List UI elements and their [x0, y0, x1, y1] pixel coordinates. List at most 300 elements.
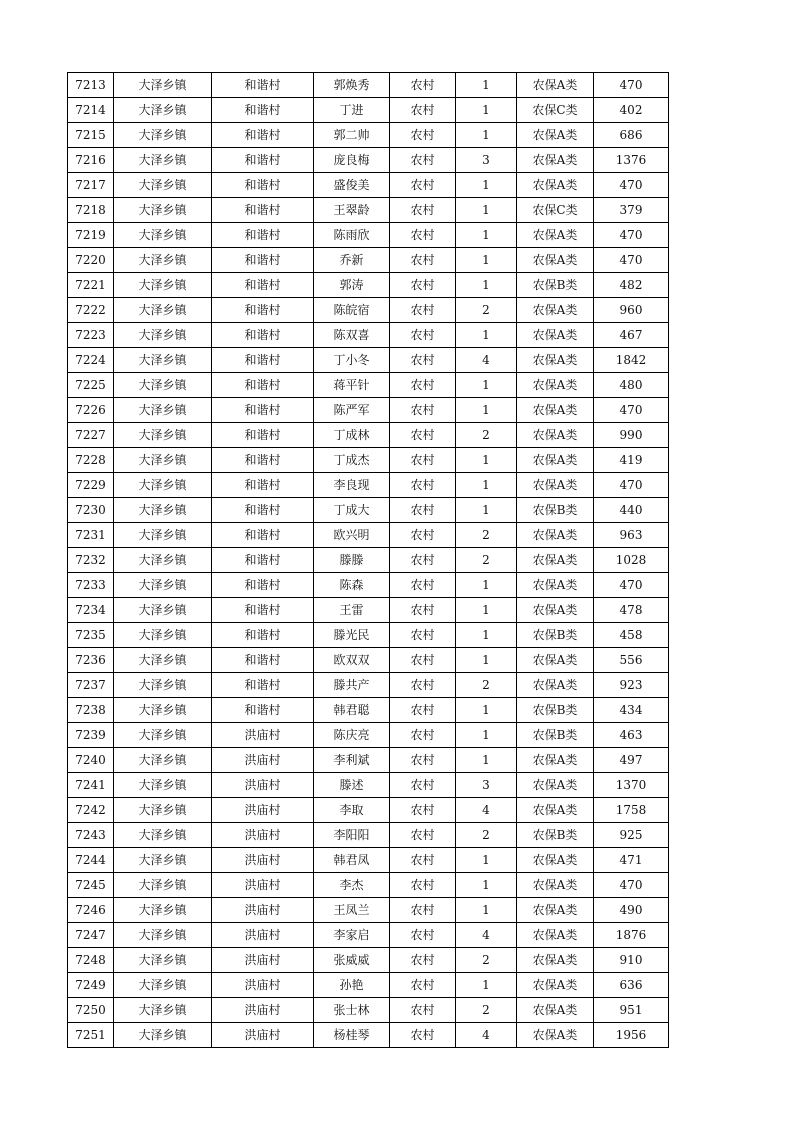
records-table-body [68, 73, 669, 1048]
cell-household-size: 1 [456, 898, 517, 923]
cell-township: 大泽乡镇 [114, 248, 212, 273]
cell-insurance-category: 农保A类 [517, 248, 594, 273]
cell-insurance-category: 农保A类 [517, 598, 594, 623]
cell-insurance-category: 农保B类 [517, 823, 594, 848]
cell-household-size: 2 [456, 548, 517, 573]
cell-residence-type: 农村 [390, 998, 456, 1023]
cell-township: 大泽乡镇 [114, 448, 212, 473]
table-row [68, 448, 669, 473]
table-row [68, 698, 669, 723]
cell-residence-type: 农村 [390, 148, 456, 173]
table-row [68, 248, 669, 273]
cell-residence-type: 农村 [390, 173, 456, 198]
cell-residence-type: 农村 [390, 948, 456, 973]
cell-village: 和谐村 [212, 348, 314, 373]
table-row [68, 898, 669, 923]
table-row [68, 923, 669, 948]
cell-residence-type: 农村 [390, 248, 456, 273]
cell-insurance-category: 农保A类 [517, 948, 594, 973]
cell-person-name: 李良现 [314, 473, 390, 498]
table-row [68, 123, 669, 148]
cell-village: 和谐村 [212, 473, 314, 498]
cell-village: 和谐村 [212, 523, 314, 548]
cell-household-size: 2 [456, 998, 517, 1023]
cell-residence-type: 农村 [390, 323, 456, 348]
cell-amount: 482 [594, 273, 669, 298]
cell-township: 大泽乡镇 [114, 373, 212, 398]
cell-insurance-category: 农保B类 [517, 698, 594, 723]
cell-insurance-category: 农保A类 [517, 573, 594, 598]
cell-residence-type: 农村 [390, 373, 456, 398]
cell-insurance-category: 农保A类 [517, 323, 594, 348]
cell-insurance-category: 农保A类 [517, 748, 594, 773]
cell-household-size: 2 [456, 823, 517, 848]
cell-household-size: 3 [456, 773, 517, 798]
table-row [68, 648, 669, 673]
table-row [68, 573, 669, 598]
cell-household-size: 1 [456, 973, 517, 998]
cell-village: 和谐村 [212, 248, 314, 273]
cell-household-size: 4 [456, 923, 517, 948]
cell-household-size: 1 [456, 573, 517, 598]
cell-residence-type: 农村 [390, 773, 456, 798]
cell-village: 和谐村 [212, 448, 314, 473]
cell-amount: 960 [594, 298, 669, 323]
cell-record-number: 7239 [68, 723, 114, 748]
cell-insurance-category: 农保A类 [517, 648, 594, 673]
cell-village: 洪庙村 [212, 998, 314, 1023]
cell-residence-type: 农村 [390, 548, 456, 573]
cell-person-name: 李利斌 [314, 748, 390, 773]
cell-residence-type: 农村 [390, 473, 456, 498]
cell-township: 大泽乡镇 [114, 873, 212, 898]
cell-amount: 470 [594, 73, 669, 98]
cell-household-size: 1 [456, 473, 517, 498]
cell-person-name: 陈庆亮 [314, 723, 390, 748]
cell-household-size: 1 [456, 223, 517, 248]
cell-township: 大泽乡镇 [114, 273, 212, 298]
cell-amount: 470 [594, 473, 669, 498]
cell-insurance-category: 农保A类 [517, 148, 594, 173]
cell-household-size: 4 [456, 798, 517, 823]
cell-village: 和谐村 [212, 198, 314, 223]
cell-record-number: 7228 [68, 448, 114, 473]
cell-amount: 1876 [594, 923, 669, 948]
cell-village: 和谐村 [212, 223, 314, 248]
cell-person-name: 欧兴明 [314, 523, 390, 548]
cell-household-size: 1 [456, 698, 517, 723]
cell-township: 大泽乡镇 [114, 198, 212, 223]
cell-insurance-category: 农保A类 [517, 373, 594, 398]
table-row [68, 948, 669, 973]
cell-residence-type: 农村 [390, 1023, 456, 1048]
cell-amount: 1842 [594, 348, 669, 373]
cell-insurance-category: 农保A类 [517, 798, 594, 823]
table-row [68, 223, 669, 248]
cell-township: 大泽乡镇 [114, 598, 212, 623]
cell-township: 大泽乡镇 [114, 398, 212, 423]
cell-record-number: 7236 [68, 648, 114, 673]
records-table [67, 72, 669, 1048]
cell-village: 和谐村 [212, 98, 314, 123]
cell-household-size: 3 [456, 148, 517, 173]
cell-person-name: 滕光民 [314, 623, 390, 648]
cell-township: 大泽乡镇 [114, 548, 212, 573]
cell-person-name: 丁进 [314, 98, 390, 123]
cell-village: 和谐村 [212, 148, 314, 173]
cell-person-name: 陈雨欣 [314, 223, 390, 248]
cell-village: 和谐村 [212, 398, 314, 423]
cell-village: 和谐村 [212, 373, 314, 398]
table-row [68, 148, 669, 173]
cell-record-number: 7244 [68, 848, 114, 873]
cell-village: 洪庙村 [212, 748, 314, 773]
cell-residence-type: 农村 [390, 123, 456, 148]
cell-insurance-category: 农保A类 [517, 123, 594, 148]
cell-household-size: 4 [456, 1023, 517, 1048]
cell-person-name: 李杰 [314, 873, 390, 898]
cell-amount: 686 [594, 123, 669, 148]
cell-village: 和谐村 [212, 548, 314, 573]
cell-record-number: 7219 [68, 223, 114, 248]
cell-township: 大泽乡镇 [114, 723, 212, 748]
table-row [68, 548, 669, 573]
table-row [68, 823, 669, 848]
cell-amount: 1758 [594, 798, 669, 823]
cell-amount: 925 [594, 823, 669, 848]
cell-residence-type: 农村 [390, 798, 456, 823]
cell-residence-type: 农村 [390, 348, 456, 373]
table-row [68, 523, 669, 548]
cell-amount: 470 [594, 173, 669, 198]
cell-household-size: 2 [456, 523, 517, 548]
cell-household-size: 2 [456, 948, 517, 973]
cell-person-name: 乔新 [314, 248, 390, 273]
cell-record-number: 7231 [68, 523, 114, 548]
cell-township: 大泽乡镇 [114, 498, 212, 523]
cell-township: 大泽乡镇 [114, 973, 212, 998]
cell-record-number: 7242 [68, 798, 114, 823]
cell-insurance-category: 农保B类 [517, 723, 594, 748]
cell-household-size: 1 [456, 448, 517, 473]
cell-township: 大泽乡镇 [114, 73, 212, 98]
cell-residence-type: 农村 [390, 648, 456, 673]
table-row [68, 723, 669, 748]
cell-township: 大泽乡镇 [114, 948, 212, 973]
cell-amount: 490 [594, 898, 669, 923]
cell-person-name: 陈双喜 [314, 323, 390, 348]
cell-insurance-category: 农保C类 [517, 98, 594, 123]
cell-residence-type: 农村 [390, 223, 456, 248]
cell-record-number: 7232 [68, 548, 114, 573]
cell-record-number: 7243 [68, 823, 114, 848]
cell-amount: 556 [594, 648, 669, 673]
cell-residence-type: 农村 [390, 273, 456, 298]
cell-insurance-category: 农保A类 [517, 973, 594, 998]
cell-record-number: 7237 [68, 673, 114, 698]
cell-residence-type: 农村 [390, 848, 456, 873]
cell-person-name: 丁成大 [314, 498, 390, 523]
cell-household-size: 1 [456, 248, 517, 273]
cell-village: 洪庙村 [212, 773, 314, 798]
cell-township: 大泽乡镇 [114, 923, 212, 948]
cell-township: 大泽乡镇 [114, 98, 212, 123]
cell-amount: 910 [594, 948, 669, 973]
cell-residence-type: 农村 [390, 598, 456, 623]
cell-village: 洪庙村 [212, 873, 314, 898]
cell-household-size: 1 [456, 748, 517, 773]
cell-township: 大泽乡镇 [114, 523, 212, 548]
cell-residence-type: 农村 [390, 873, 456, 898]
cell-insurance-category: 农保B类 [517, 498, 594, 523]
cell-insurance-category: 农保A类 [517, 448, 594, 473]
cell-household-size: 1 [456, 873, 517, 898]
cell-household-size: 2 [456, 423, 517, 448]
cell-village: 和谐村 [212, 573, 314, 598]
cell-village: 和谐村 [212, 648, 314, 673]
cell-village: 洪庙村 [212, 973, 314, 998]
cell-person-name: 韩君聪 [314, 698, 390, 723]
cell-record-number: 7229 [68, 473, 114, 498]
cell-person-name: 王翠龄 [314, 198, 390, 223]
cell-village: 洪庙村 [212, 898, 314, 923]
cell-record-number: 7218 [68, 198, 114, 223]
cell-village: 和谐村 [212, 673, 314, 698]
cell-person-name: 陈森 [314, 573, 390, 598]
cell-person-name: 蒋平针 [314, 373, 390, 398]
cell-township: 大泽乡镇 [114, 623, 212, 648]
cell-household-size: 1 [456, 73, 517, 98]
cell-record-number: 7225 [68, 373, 114, 398]
cell-person-name: 韩君凤 [314, 848, 390, 873]
cell-residence-type: 农村 [390, 573, 456, 598]
cell-village: 和谐村 [212, 698, 314, 723]
cell-record-number: 7223 [68, 323, 114, 348]
cell-insurance-category: 农保B类 [517, 273, 594, 298]
cell-person-name: 欧双双 [314, 648, 390, 673]
cell-village: 洪庙村 [212, 798, 314, 823]
cell-village: 和谐村 [212, 298, 314, 323]
cell-residence-type: 农村 [390, 823, 456, 848]
cell-township: 大泽乡镇 [114, 348, 212, 373]
cell-amount: 1370 [594, 773, 669, 798]
cell-household-size: 1 [456, 398, 517, 423]
cell-village: 洪庙村 [212, 723, 314, 748]
cell-village: 和谐村 [212, 73, 314, 98]
cell-household-size: 1 [456, 173, 517, 198]
cell-record-number: 7230 [68, 498, 114, 523]
cell-record-number: 7217 [68, 173, 114, 198]
cell-insurance-category: 农保A类 [517, 423, 594, 448]
cell-household-size: 1 [456, 373, 517, 398]
cell-person-name: 盛俊美 [314, 173, 390, 198]
cell-amount: 463 [594, 723, 669, 748]
cell-amount: 467 [594, 323, 669, 348]
cell-township: 大泽乡镇 [114, 323, 212, 348]
cell-amount: 923 [594, 673, 669, 698]
cell-village: 和谐村 [212, 123, 314, 148]
cell-household-size: 1 [456, 98, 517, 123]
cell-person-name: 杨桂琴 [314, 1023, 390, 1048]
cell-record-number: 7233 [68, 573, 114, 598]
cell-record-number: 7215 [68, 123, 114, 148]
table-row [68, 873, 669, 898]
cell-amount: 470 [594, 573, 669, 598]
cell-township: 大泽乡镇 [114, 298, 212, 323]
cell-record-number: 7222 [68, 298, 114, 323]
cell-township: 大泽乡镇 [114, 748, 212, 773]
cell-residence-type: 农村 [390, 898, 456, 923]
cell-record-number: 7220 [68, 248, 114, 273]
cell-insurance-category: 农保A类 [517, 923, 594, 948]
cell-person-name: 李阳阳 [314, 823, 390, 848]
cell-residence-type: 农村 [390, 198, 456, 223]
cell-amount: 440 [594, 498, 669, 523]
cell-record-number: 7224 [68, 348, 114, 373]
table-row [68, 473, 669, 498]
table-row [68, 973, 669, 998]
table-row [68, 98, 669, 123]
cell-record-number: 7248 [68, 948, 114, 973]
cell-person-name: 滕滕 [314, 548, 390, 573]
cell-amount: 458 [594, 623, 669, 648]
table-row [68, 323, 669, 348]
table-row [68, 198, 669, 223]
cell-person-name: 陈皖宿 [314, 298, 390, 323]
cell-person-name: 丁成杰 [314, 448, 390, 473]
cell-amount: 471 [594, 848, 669, 873]
cell-township: 大泽乡镇 [114, 148, 212, 173]
cell-township: 大泽乡镇 [114, 648, 212, 673]
cell-household-size: 1 [456, 598, 517, 623]
cell-insurance-category: 农保A类 [517, 523, 594, 548]
cell-amount: 1956 [594, 1023, 669, 1048]
cell-person-name: 滕述 [314, 773, 390, 798]
cell-insurance-category: 农保A类 [517, 173, 594, 198]
cell-person-name: 陈严军 [314, 398, 390, 423]
cell-person-name: 滕共产 [314, 673, 390, 698]
cell-household-size: 1 [456, 123, 517, 148]
table-row [68, 1023, 669, 1048]
cell-village: 和谐村 [212, 598, 314, 623]
cell-village: 洪庙村 [212, 1023, 314, 1048]
cell-amount: 963 [594, 523, 669, 548]
cell-amount: 434 [594, 698, 669, 723]
cell-household-size: 1 [456, 498, 517, 523]
cell-amount: 1028 [594, 548, 669, 573]
cell-person-name: 李取 [314, 798, 390, 823]
cell-insurance-category: 农保A类 [517, 848, 594, 873]
cell-insurance-category: 农保B类 [517, 623, 594, 648]
cell-village: 和谐村 [212, 323, 314, 348]
cell-township: 大泽乡镇 [114, 573, 212, 598]
cell-person-name: 郭涛 [314, 273, 390, 298]
cell-amount: 480 [594, 373, 669, 398]
cell-township: 大泽乡镇 [114, 173, 212, 198]
cell-insurance-category: 农保A类 [517, 673, 594, 698]
cell-residence-type: 农村 [390, 398, 456, 423]
table-row [68, 798, 669, 823]
cell-village: 和谐村 [212, 423, 314, 448]
cell-amount: 470 [594, 248, 669, 273]
cell-person-name: 孙艳 [314, 973, 390, 998]
cell-village: 和谐村 [212, 273, 314, 298]
cell-household-size: 1 [456, 323, 517, 348]
table-row [68, 498, 669, 523]
cell-residence-type: 农村 [390, 448, 456, 473]
cell-village: 和谐村 [212, 498, 314, 523]
cell-amount: 636 [594, 973, 669, 998]
cell-amount: 379 [594, 198, 669, 223]
cell-residence-type: 农村 [390, 298, 456, 323]
cell-township: 大泽乡镇 [114, 473, 212, 498]
cell-amount: 402 [594, 98, 669, 123]
table-row [68, 748, 669, 773]
table-row [68, 348, 669, 373]
cell-township: 大泽乡镇 [114, 848, 212, 873]
table-row [68, 273, 669, 298]
table-row [68, 398, 669, 423]
cell-village: 和谐村 [212, 623, 314, 648]
cell-record-number: 7234 [68, 598, 114, 623]
cell-household-size: 2 [456, 673, 517, 698]
cell-township: 大泽乡镇 [114, 123, 212, 148]
table-row [68, 373, 669, 398]
cell-household-size: 1 [456, 848, 517, 873]
table-row [68, 998, 669, 1023]
cell-township: 大泽乡镇 [114, 1023, 212, 1048]
cell-person-name: 李家启 [314, 923, 390, 948]
cell-record-number: 7213 [68, 73, 114, 98]
cell-amount: 990 [594, 423, 669, 448]
cell-person-name: 郭焕秀 [314, 73, 390, 98]
cell-person-name: 郭二帅 [314, 123, 390, 148]
cell-residence-type: 农村 [390, 748, 456, 773]
cell-insurance-category: 农保A类 [517, 473, 594, 498]
cell-residence-type: 农村 [390, 73, 456, 98]
cell-township: 大泽乡镇 [114, 698, 212, 723]
table-row [68, 298, 669, 323]
cell-insurance-category: 农保A类 [517, 73, 594, 98]
cell-residence-type: 农村 [390, 423, 456, 448]
cell-insurance-category: 农保A类 [517, 1023, 594, 1048]
cell-household-size: 1 [456, 723, 517, 748]
cell-village: 洪庙村 [212, 948, 314, 973]
table-row [68, 173, 669, 198]
table-row [68, 598, 669, 623]
cell-record-number: 7226 [68, 398, 114, 423]
cell-amount: 470 [594, 398, 669, 423]
cell-residence-type: 农村 [390, 973, 456, 998]
cell-insurance-category: 农保A类 [517, 873, 594, 898]
cell-person-name: 王凤兰 [314, 898, 390, 923]
cell-township: 大泽乡镇 [114, 898, 212, 923]
cell-insurance-category: 农保A类 [517, 348, 594, 373]
cell-amount: 470 [594, 873, 669, 898]
cell-township: 大泽乡镇 [114, 773, 212, 798]
cell-record-number: 7214 [68, 98, 114, 123]
cell-residence-type: 农村 [390, 698, 456, 723]
cell-record-number: 7235 [68, 623, 114, 648]
cell-person-name: 张士林 [314, 998, 390, 1023]
cell-township: 大泽乡镇 [114, 423, 212, 448]
cell-record-number: 7247 [68, 923, 114, 948]
cell-person-name: 丁成林 [314, 423, 390, 448]
cell-person-name: 张威威 [314, 948, 390, 973]
cell-village: 洪庙村 [212, 923, 314, 948]
cell-household-size: 1 [456, 198, 517, 223]
table-row [68, 73, 669, 98]
